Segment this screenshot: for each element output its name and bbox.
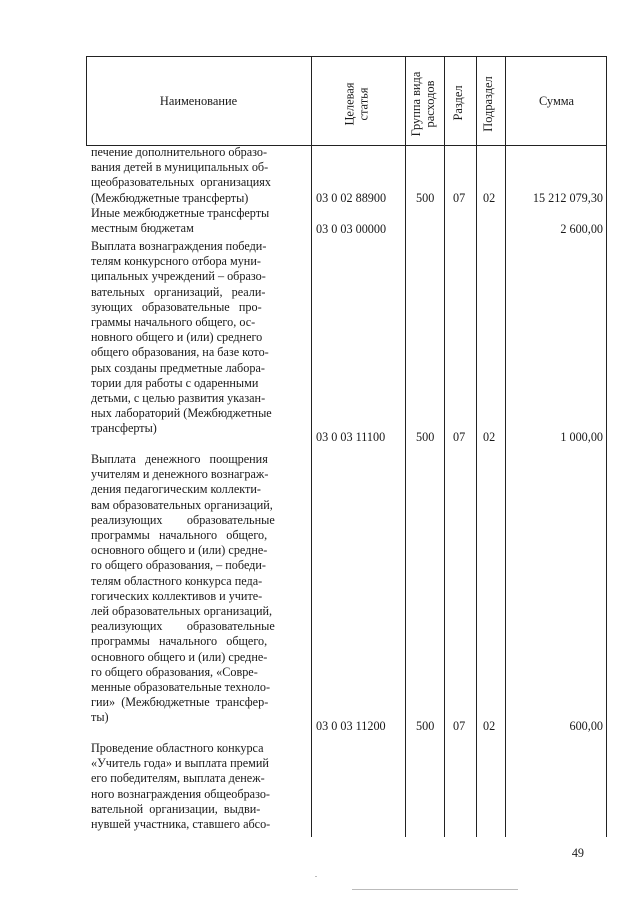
- col-divider-4: [476, 56, 477, 837]
- row-name: Выплата вознаграждения победи- телям конкурсного отбора муни- ципальных учреждений – образо- вательных организаций, реали- зующих образовательные про- граммы начального общего, ос- новного общего и (или) среднего общего образования, на базе кото- рых созданы предметные лабора- тории для работы с одаренными детьми, с целью развития указан- ных лабораторий (Межбюджетные трансферты): [91, 239, 272, 436]
- header-name: Наименование: [159, 94, 238, 108]
- header-section: Раздел: [451, 85, 465, 121]
- col-divider-2: [405, 56, 406, 837]
- header-amount: Сумма: [538, 94, 575, 108]
- row-target-article: 03 0 03 11100: [316, 430, 386, 444]
- row-name: Иные межбюджетные трансферты местным бюджетам: [91, 206, 270, 236]
- row-expense-group: 500: [416, 191, 435, 205]
- row-name: Проведение областного конкурса «Учитель года» и выплата премий его победителям, выплата денеж- ного вознаграждения общеобразо- вательной организации, выдви- нувшей участника, ставшего абсо-: [91, 741, 271, 832]
- row-amount: 2 600,00: [560, 222, 603, 236]
- scan-artifact-line: [352, 889, 518, 890]
- row-target-article: 03 0 02 88900: [316, 191, 387, 205]
- header-target-article: Целевая статья: [342, 82, 370, 126]
- row-amount: 600,00: [569, 719, 603, 733]
- row-name: печение дополнительного образо- вания детей в муниципальных об- щеобразовательных организациях (Межбюджетные трансферты): [91, 145, 271, 205]
- row-expense-group: 500: [416, 719, 435, 733]
- table-right-border: [606, 56, 607, 837]
- row-target-article: 03 0 03 00000: [316, 222, 387, 236]
- col-divider-3: [444, 56, 445, 837]
- row-name: Выплата денежного поощрения учителям и денежного вознаграж- дения педагогическим коллекти- вам образовательных организаций, реализующих образовательные программы начального общего, основного общего и (или) средне- го общего образования, – победи- телям областного конкурса педа- гогических коллективов и учите- лей образовательных организаций, реализующих образовательные программы начального общего, основного общего и (или) средне- го общего образования, «Совре- менные образовательные техноло- гии» (Межбюджетные трансфер- ты): [91, 452, 275, 725]
- row-target-article: 03 0 03 11200: [316, 719, 386, 733]
- row-section: 07: [453, 191, 466, 205]
- row-subsection: 02: [483, 191, 496, 205]
- row-subsection: 02: [483, 719, 496, 733]
- row-subsection: 02: [483, 430, 496, 444]
- row-section: 07: [453, 719, 466, 733]
- col-divider-5: [505, 56, 506, 837]
- scan-artifact-dot: [315, 876, 317, 877]
- row-section: 07: [453, 430, 466, 444]
- header-expense-group: Группа вида расходов: [409, 71, 437, 137]
- row-amount: 1 000,00: [560, 430, 603, 444]
- page-number: 49: [571, 846, 584, 860]
- header-subsection: Подраздел: [481, 76, 495, 132]
- col-divider-1: [311, 56, 312, 837]
- table-left-border: [86, 56, 87, 145]
- row-amount: 15 212 079,30: [532, 191, 603, 205]
- row-expense-group: 500: [416, 430, 435, 444]
